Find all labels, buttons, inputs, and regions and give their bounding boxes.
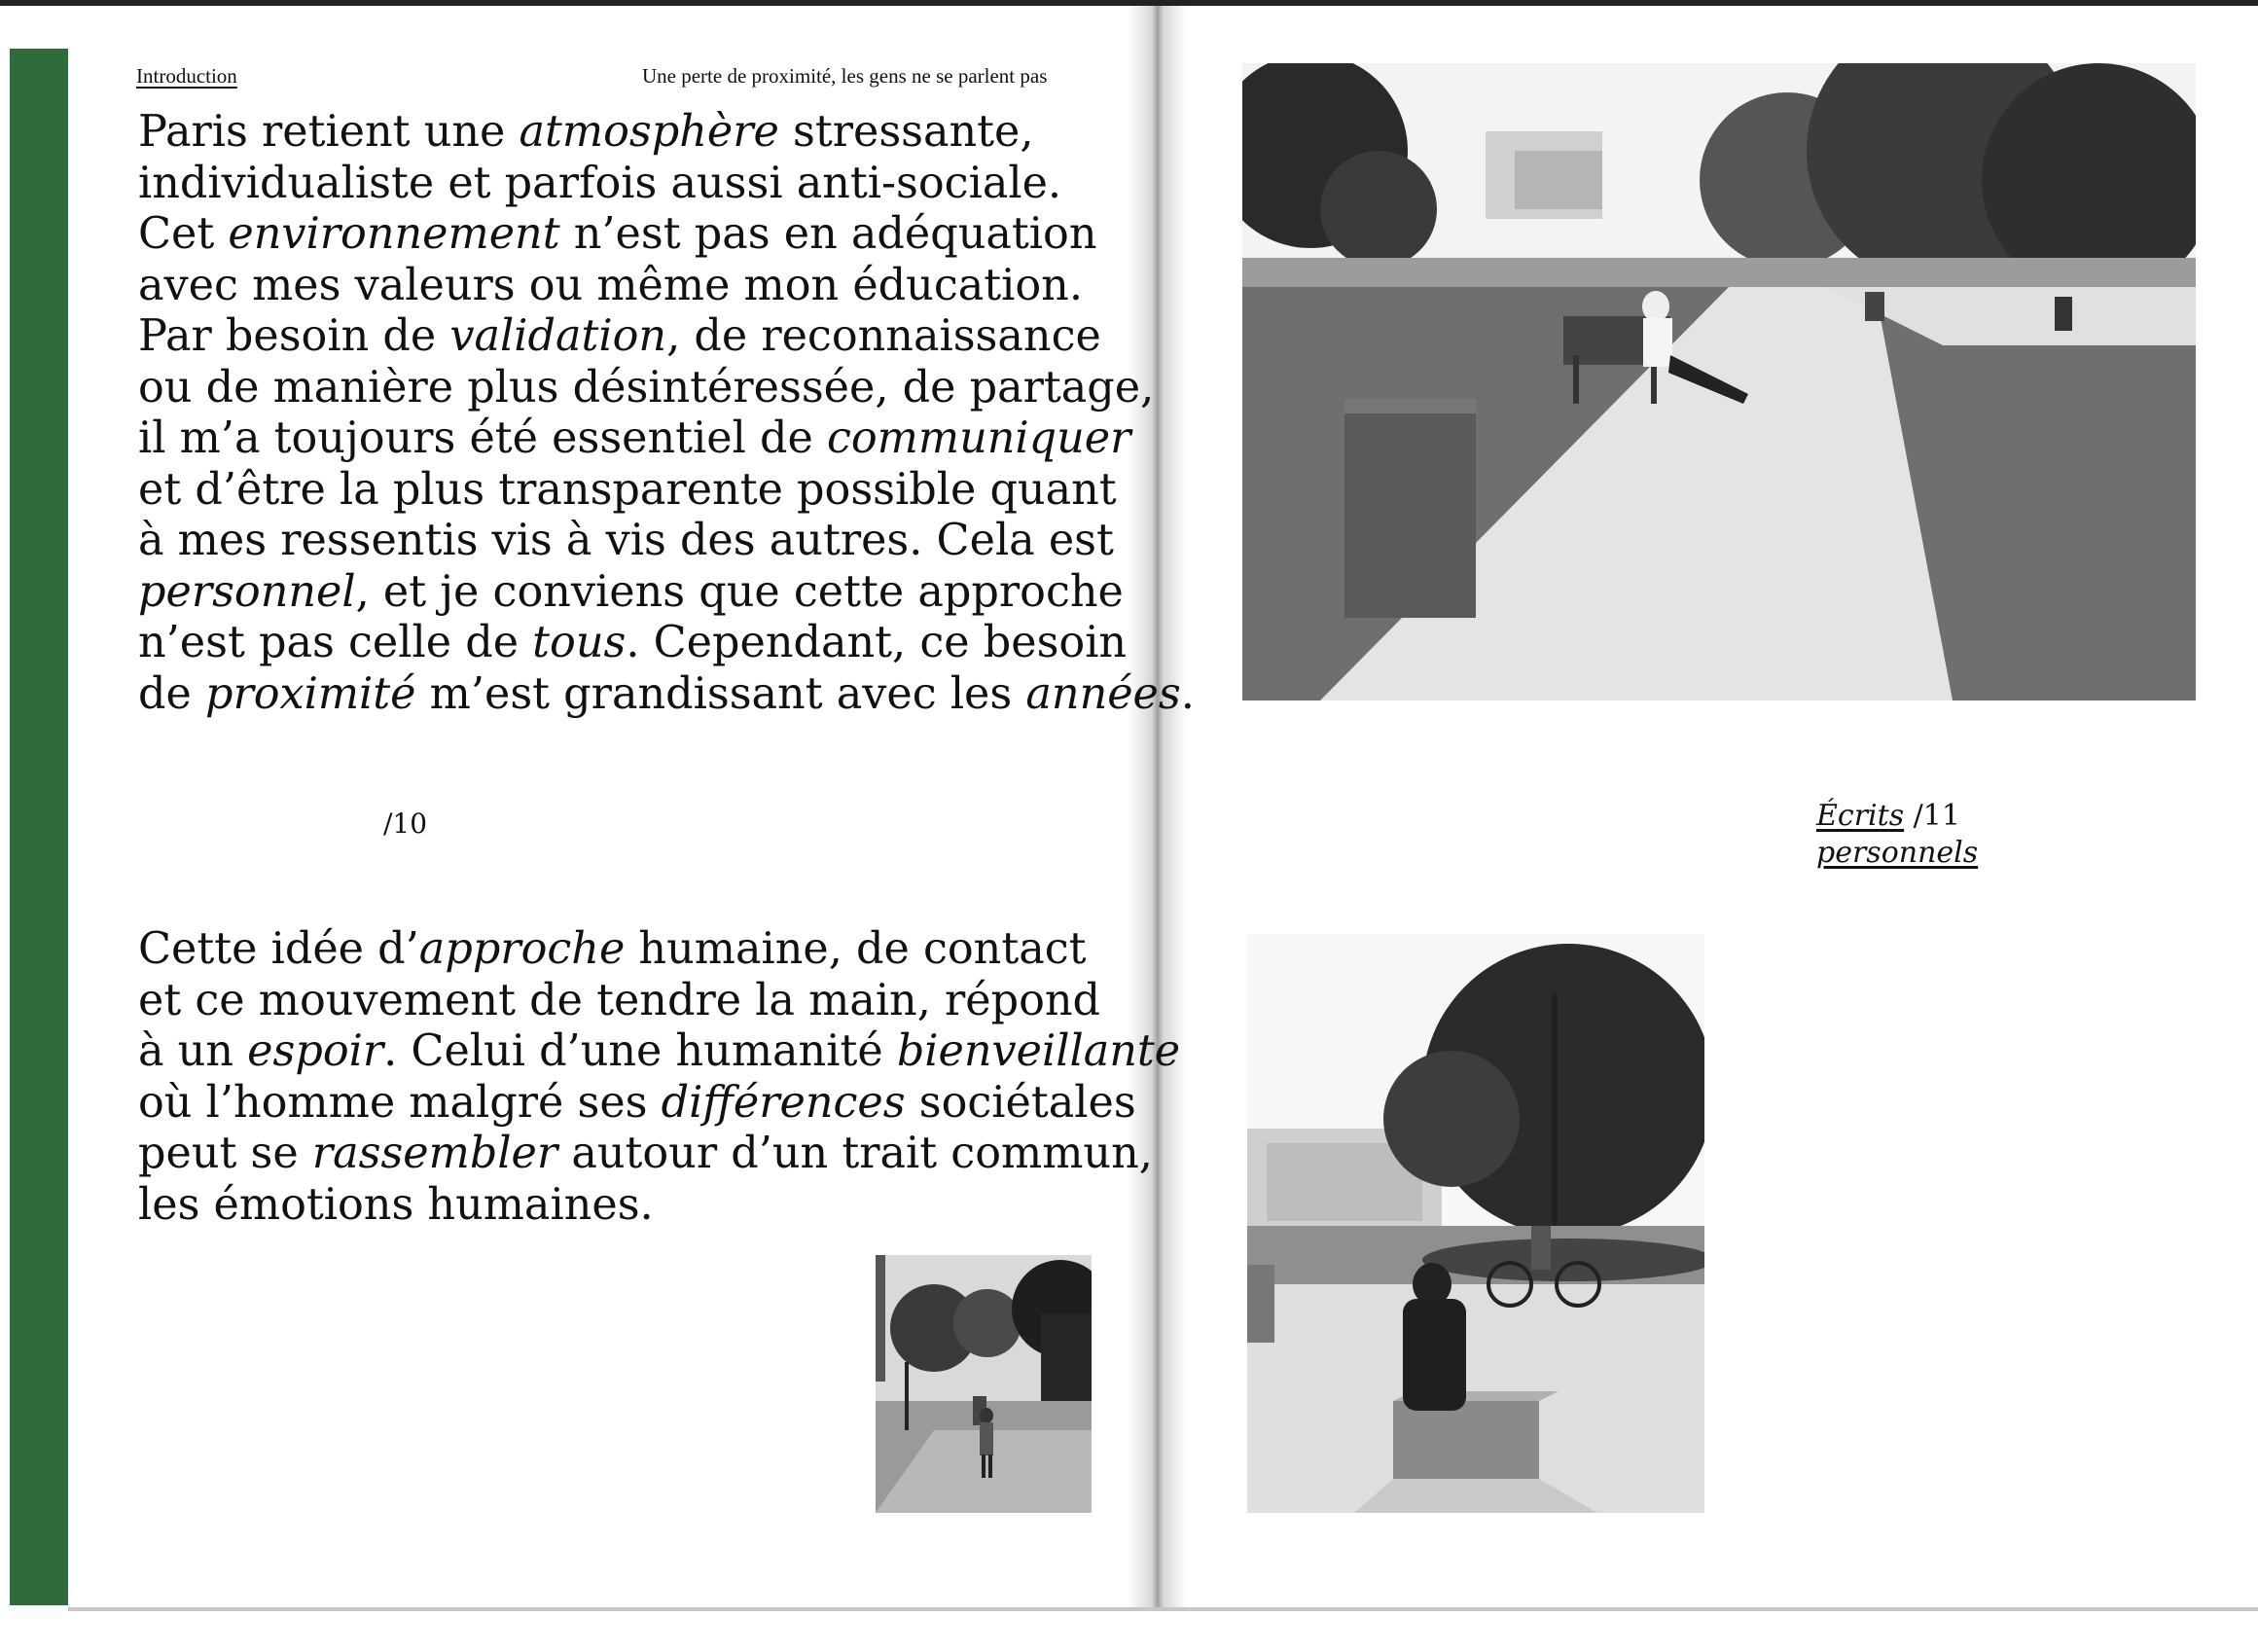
running-header-chapter: Une perte de proximité, les gens ne se parlent pas — [642, 64, 1048, 88]
text-line: il m’a toujours été essentiel de communiquer — [138, 413, 1131, 463]
text-line: où l’homme malgré ses différences sociétales — [138, 1077, 1136, 1128]
text-line: à un espoir. Celui d’une humanité bienveillante — [138, 1026, 1181, 1076]
text-line: Cet environnement n’est pas en adéquation — [138, 209, 1097, 259]
tag-word-personnels: personnels — [1816, 836, 1979, 870]
photo-man-on-bench — [1242, 63, 2196, 700]
text-line: avec mes valeurs ou même mon éducation. — [138, 260, 1083, 310]
text-line: à mes ressentis vis à vis des autres. Cela est — [138, 516, 1114, 565]
text-line: individualiste et parfois aussi anti-sociale. — [138, 158, 1062, 208]
paragraph-1 — [138, 107, 1195, 720]
running-header-section: Introduction — [136, 64, 237, 88]
text-line: Cette idée d’approche humaine, de contact — [138, 924, 1087, 974]
text-line: et d’être la plus transparente possible quant — [138, 464, 1117, 515]
text-line: Par besoin de validation, de reconnaissance — [138, 311, 1101, 361]
text-line: de proximité m’est grandissant avec les années. — [138, 668, 1195, 719]
text-line: Paris retient une atmosphère stressante, — [138, 107, 1034, 157]
photo-person-walking — [876, 1255, 1092, 1513]
text-line: les émotions humaines. — [138, 1179, 654, 1230]
section-tag — [1816, 798, 1978, 872]
photo-person-on-stone — [1247, 934, 1704, 1513]
book-cover-edge — [10, 49, 68, 1605]
page-number-left: /10 — [383, 808, 428, 840]
text-line: et ce mouvement de tendre la main, répond — [138, 975, 1101, 1025]
page-bottom-edge — [68, 1607, 2258, 1611]
text-line: n’est pas celle de tous. Cependant, ce besoin — [138, 618, 1128, 667]
text-line: ou de manière plus désintéressée, de partage, — [138, 362, 1155, 413]
text-line: personnel, et je conviens que cette approche — [138, 566, 1124, 617]
tag-word-ecrits: Écrits — [1816, 799, 1905, 833]
page-number-right: /11 — [1913, 799, 1960, 833]
paragraph-2 — [138, 924, 1180, 1231]
text-line: peut se rassembler autour d’un trait commun, — [138, 1129, 1153, 1178]
